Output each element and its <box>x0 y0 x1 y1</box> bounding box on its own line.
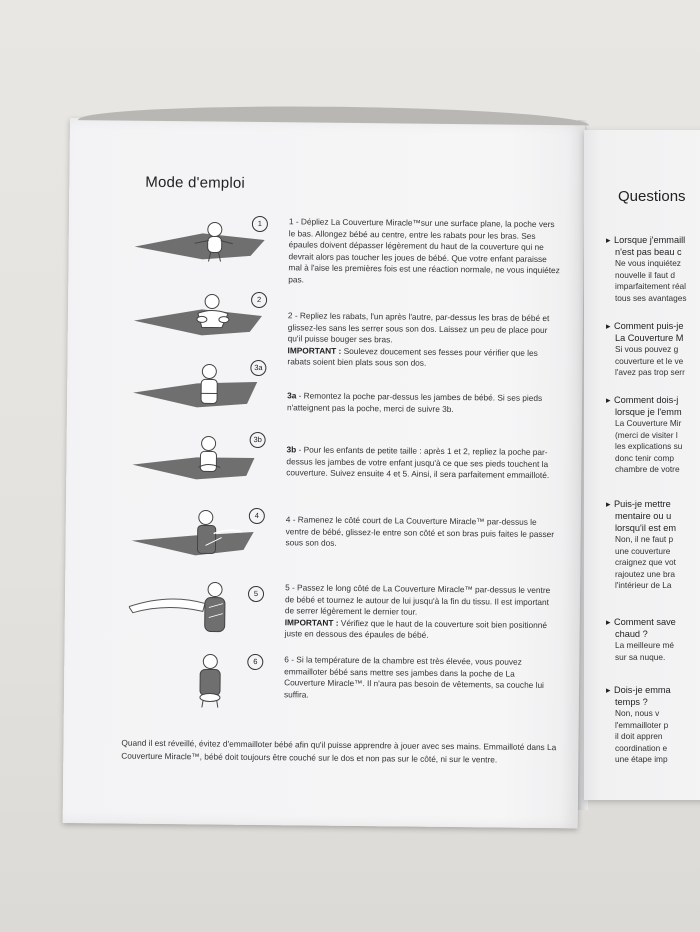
faq-answer: Non, il ne faut p une couverture craignez que vot rajoutez une bra l'intérieur de La <box>615 534 676 590</box>
arrow-right-icon: ▸ <box>606 395 611 405</box>
faq-answer: La Couverture Mir (merci de visiter l les explications su donc tenir comp chambre de votre <box>615 418 683 474</box>
arrow-right-icon: ▸ <box>606 235 611 245</box>
footer-note: Quand il est réveillé, évitez d'emmailloter bébé afin qu'il puisse apprendre à jouer avec ses mains. Emmailloté dans La Couverture Miracle™, bébé doit toujours être couché sur le dos et non pas sur le côté, ni sur le ventre. <box>121 737 557 765</box>
important-label: IMPORTANT : <box>284 617 339 628</box>
step-5 <box>65 580 580 641</box>
step-number-badge: 3a <box>250 360 266 376</box>
important-text: Soulevez doucement ses fesses pour vérifier que les rabats soient bien plats sous son dos. <box>287 345 538 369</box>
step-text <box>287 310 560 371</box>
faq-answer: La meilleure mé sur sa nuque. <box>615 640 675 662</box>
step-text <box>287 390 559 416</box>
faq-item <box>606 616 700 663</box>
step-number-badge: 2 <box>251 292 267 308</box>
faq-question: ▸ Comment puis-je La Couverture M <box>606 321 684 343</box>
faq-question: ▸ Comment save chaud ? <box>606 617 676 639</box>
step-3a-text: - Remontez la poche par-dessus les jambes de bébé. Si ses pieds n'atteignent pas la poche, merci de suivre 3b. <box>286 390 543 414</box>
step-number-badge: 3b <box>250 432 266 448</box>
faq-item <box>606 498 700 592</box>
section-title: Questions <box>618 188 686 205</box>
step-number-badge: 6 <box>247 654 263 670</box>
step-3b <box>67 430 582 481</box>
step-text: 6 - Si la température de la chambre est très élevée, vous pouvez emmailloter bébé sans mettre ses jambes dans la poche de La Couverture Miracle™. Il n'aura pas besoin de vêtements, sa couche lui suffira. <box>283 654 544 700</box>
arrow-right-icon: ▸ <box>606 685 611 695</box>
faq-question: ▸ Puis-je mettre mentaire ou u lorsqu'il est em <box>606 499 676 533</box>
arrow-right-icon: ▸ <box>606 321 611 331</box>
step-1 <box>69 214 584 285</box>
faq-question: ▸ Lorsque j'emmaill n'est pas beau c <box>606 235 686 257</box>
step-6 <box>64 652 579 700</box>
right-page <box>584 130 700 800</box>
step-number-badge: 1 <box>252 216 268 232</box>
arrow-right-icon: ▸ <box>606 617 611 627</box>
faq-item <box>606 234 700 304</box>
faq-item <box>606 684 700 766</box>
step-text: 4 - Ramenez le côté court de La Couverture Miracle™ par-dessus le ventre de bébé, glissez-le entre son côté et son bras puis faites le passer sous son dos. <box>285 514 555 549</box>
step-number-badge: 5 <box>248 586 264 602</box>
faq-question: ▸ Comment dois-j lorsque je l'emm <box>606 395 682 417</box>
step-2-text: 2 - Repliez les rabats, l'un après l'autre, par-dessus les bras de bébé et glissez-les sans les serrer sous son dos. Laissez un peu de place pour qu'il puisse bouger ses bras. <box>287 310 550 345</box>
faq-item <box>606 394 700 476</box>
faq-answer: Non, nous v l'emmailloter p il doit appren coordination e une étape imp <box>615 708 669 764</box>
step-4 <box>66 506 581 549</box>
step-3b-text: - Pour les enfants de petite taille : après 1 et 2, repliez la poche par-dessus les jambes de votre enfant jusqu'à ce que ses pieds touchent la couverture. Suivez ensuite 4 et 5. Ainsi, il sera parfaitement emmailloté. <box>286 444 550 481</box>
faq-answer: Si vous pouvez g couverture et le ve l'avez pas trop serr <box>615 344 685 377</box>
step-label: 3b <box>286 444 297 455</box>
important-label: IMPORTANT : <box>287 345 342 356</box>
important-text: Vérifiez que le haut de la couverture soit bien positionné juste en dessous des épaules de bébé. <box>284 617 548 641</box>
faq-item <box>606 320 700 379</box>
step-text <box>286 444 558 482</box>
step-label: 3a <box>287 390 297 401</box>
step-number-badge: 4 <box>249 508 265 524</box>
step-text: 1 - Dépliez La Couverture Miracle™sur une surface plane, la poche vers le bas. Allongez bébé au centre, entre les rabats pour les bras. Ses épaules doivent dépasser légèrement du haut de la couverture qui ne devrait alors pas toucher les joues de bébé. Que votre enfant paraisse mal à l'aise les premières fois est une réaction normale, ne vous inquiétez pas. <box>288 216 560 285</box>
faq-answer: Ne vous inquiétez nouvelle il faut d imparfaitement réal tous ses avantages <box>615 258 687 303</box>
page-title: Mode d'emploi <box>145 173 246 192</box>
arrow-right-icon: ▸ <box>606 499 611 509</box>
step-5-text: 5 - Passez le long côté de La Couverture Miracle™ par-dessus le ventre de bébé et tournez le autour de lui jusqu'à la fin du tissu. Il est important de serrer légèrement le dernier tour. <box>284 582 551 617</box>
faq-question: ▸ Dois-je emma temps ? <box>606 685 671 707</box>
step-text <box>285 582 558 643</box>
left-page <box>63 118 585 828</box>
